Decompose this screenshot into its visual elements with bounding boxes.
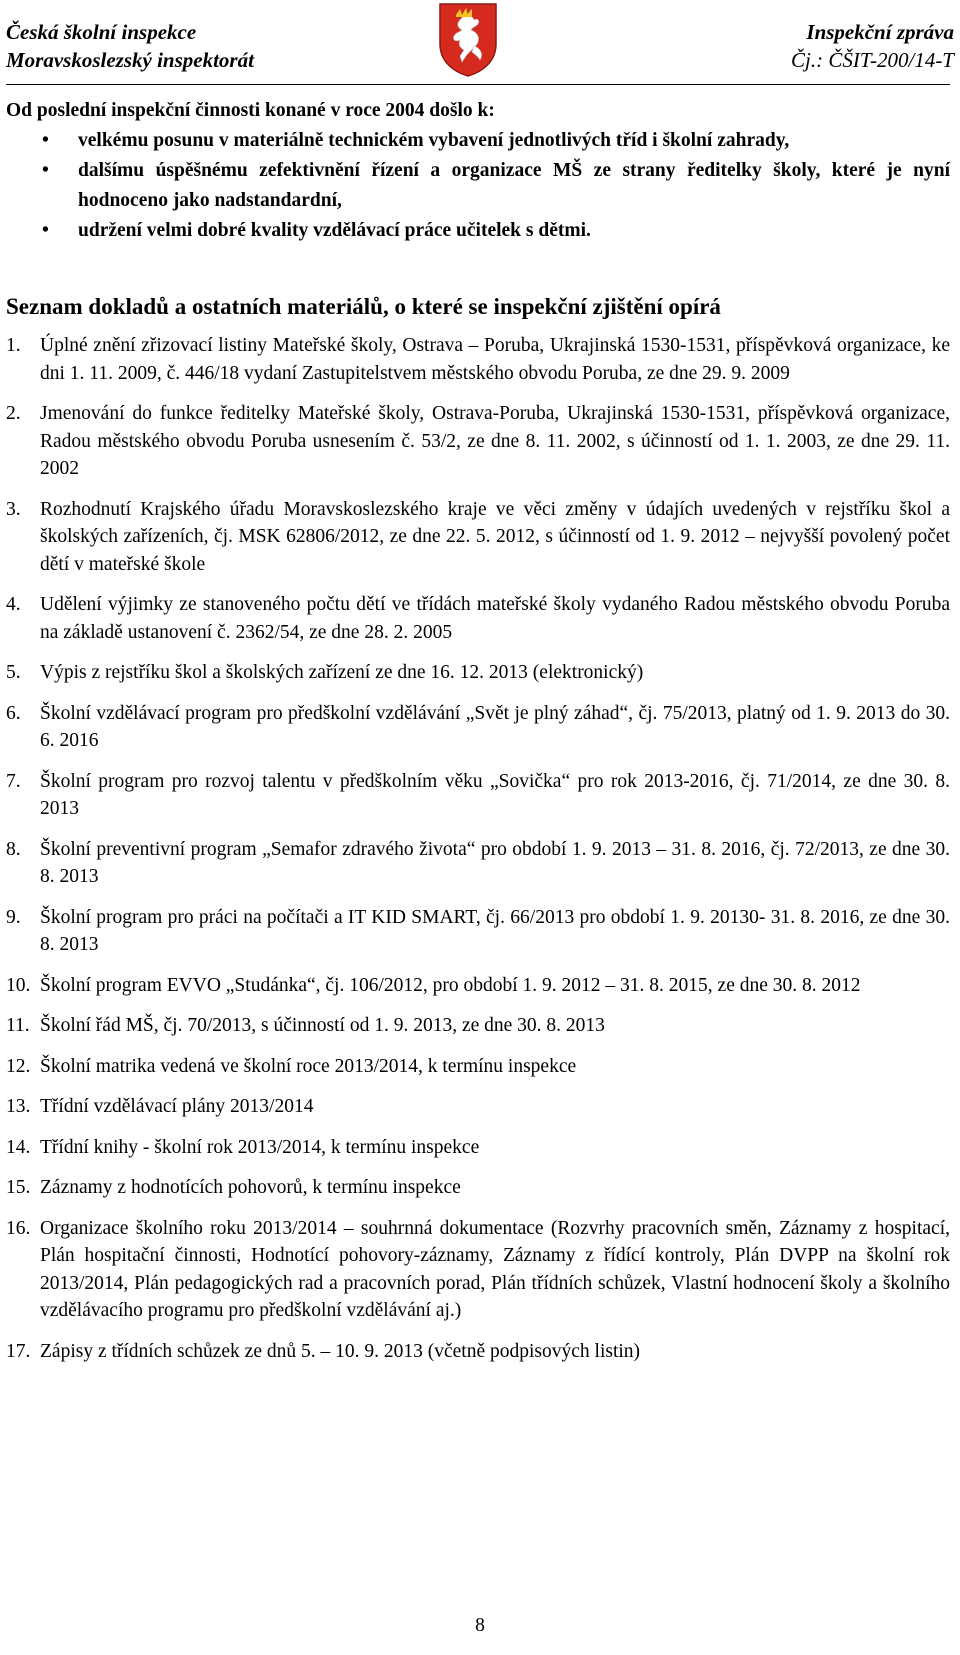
list-item — [6, 496, 950, 579]
bullet-item — [6, 216, 950, 246]
item-number: 1. — [6, 335, 21, 356]
list-item — [6, 904, 950, 959]
item-text: Školní preventivní program „Semafor zdravého života“ pro období 1. 9. 2013 – 31. 8. 2016, čj. 72/2013, ze dne 30. 8. 2013 — [40, 838, 950, 887]
intro-bullet-list — [6, 126, 950, 246]
bullet-item — [6, 126, 950, 156]
document-type: Inspekční zpráva — [806, 20, 954, 44]
item-number: 8. — [6, 838, 21, 860]
item-number: 9. — [6, 906, 21, 928]
inspectorate-name: Moravskoslezský inspektorát — [6, 48, 254, 72]
czech-coat-of-arms-icon — [436, 0, 500, 78]
item-text: Školní program pro práci na počítači a IT KID SMART, čj. 66/2013 pro období 1. 9. 20130- 31. 8. 2016, ze dne 30. 8. 2013 — [40, 906, 950, 955]
item-text: Jmenování do funkce ředitelky Mateřské školy, Ostrava-Poruba, Ukrajinská 1530-1531, příspěvková organizace, Radou městského obvodu Poruba usnesením č. 53/2, ze dne 8. 11. 2002, s účinností od 1. 1. 2003, ze dne 29. 11. 2002 — [40, 403, 950, 479]
list-item — [6, 1093, 950, 1121]
item-number: 3. — [6, 498, 21, 520]
list-item — [6, 700, 950, 755]
item-number: 11. — [6, 1015, 30, 1036]
item-number: 5. — [6, 662, 21, 683]
list-item — [6, 1215, 950, 1325]
item-number: 4. — [6, 594, 21, 615]
list-item — [6, 1012, 950, 1040]
list-item — [6, 768, 950, 823]
list-item — [6, 591, 950, 646]
bullet-icon: • — [42, 160, 49, 181]
bullet-icon: • — [42, 130, 49, 151]
list-item — [6, 659, 950, 687]
page-header — [0, 0, 960, 86]
header-left — [6, 18, 254, 74]
item-number: 7. — [6, 770, 21, 792]
item-number: 10. — [6, 974, 31, 996]
bullet-icon: • — [42, 220, 49, 241]
item-number: 2. — [6, 403, 21, 424]
page-content — [6, 96, 950, 1378]
item-text: Školní řád MŠ, čj. 70/2013, s účinností od 1. 9. 2013, ze dne 30. 8. 2013 — [40, 1015, 605, 1036]
item-text: Třídní vzdělávací plány 2013/2014 — [40, 1096, 314, 1117]
list-item — [6, 400, 950, 483]
item-number: 12. — [6, 1055, 31, 1077]
item-text: Školní vzdělávací program pro předškolní vzdělávání „Svět je plný záhad“, čj. 75/2013, platný od 1. 9. 2013 do 30. 6. 2016 — [40, 702, 950, 751]
item-number: 13. — [6, 1096, 31, 1117]
item-text: Úplné znění zřizovací listiny Mateřské školy, Ostrava – Poruba, Ukrajinská 1530-1531, příspěvková organizace, ke dni 1. 11. 2009, č. 446/18 vydaní Zastupitelstvem městského obvodu Poruba, ze dne 29. 9. 2009 — [40, 335, 950, 384]
item-number: 14. — [6, 1136, 31, 1158]
item-number: 6. — [6, 702, 21, 724]
reference-number: Čj.: ČŠIT-200/14-T — [791, 48, 954, 72]
list-item — [6, 1053, 950, 1081]
header-divider — [6, 84, 950, 85]
list-item — [6, 836, 950, 891]
list-item — [6, 1134, 950, 1162]
item-text: Výpis z rejstříku škol a školských zařízení ze dne 16. 12. 2013 (elektronický) — [40, 662, 644, 683]
item-number: 17. — [6, 1340, 31, 1362]
item-text: Třídní knihy - školní rok 2013/2014, k termínu inspekce — [40, 1136, 480, 1158]
item-text: Udělení výjimky ze stanoveného počtu dětí ve třídách mateřské školy vydaného Radou městského obvodu Poruba na základě ustanovení č. 2362/54, ze dne 28. 2. 2005 — [40, 594, 950, 643]
intro-heading: Od poslední inspekční činnosti konané v roce 2004 došlo k: — [6, 100, 495, 121]
header-right — [791, 18, 954, 74]
bullet-text: dalšímu úspěšnému zefektivnění řízení a organizace MŠ ze strany ředitelky školy, které je nyní hodnoceno jako nadstandardní, — [78, 160, 950, 211]
item-text: Školní program EVVO „Studánka“, čj. 106/2012, pro období 1. 9. 2012 – 31. 8. 2015, ze dne 30. 8. 2012 — [40, 974, 861, 996]
item-text: Organizace školního roku 2013/2014 – souhrnná dokumentace (Rozvrhy pracovních směn, Záznamy z hospitací, Plán hospitační činnosti, Hodnotící pohovory-záznamy, Záznamy z řídící kontroly, Plán DVPP na školní rok 2013/2014, Plán pedagogických rad a pracovních porad, Plán třídních schůzek, Vlastní hodnocení školy a školního vzdělávacího programu pro předškolní vzdělávání aj.) — [40, 1217, 950, 1321]
list-item — [6, 1174, 950, 1202]
list-item — [6, 332, 950, 387]
item-text: Školní program pro rozvoj talentu v předškolním věku „Sovička“ pro rok 2013-2016, čj. 71/2014, ze dne 30. 8. 2013 — [40, 770, 950, 819]
section-title: Seznam dokladů a ostatních materiálů, o které se inspekční zjištění opírá — [6, 294, 721, 319]
item-text: Zápisy z třídních schůzek ze dnů 5. – 10. 9. 2013 (včetně podpisových listin) — [40, 1340, 641, 1362]
item-text: Rozhodnutí Krajského úřadu Moravskoslezského kraje ve věci změny v údajích uvedených v rejstříku škol a školských zařízeních, čj. MSK 62806/2012, ze dne 22. 5. 2012, s účinností od 1. 9. 2012 – nejvyšší povolený počet dětí v mateřské škole — [40, 498, 950, 575]
list-item — [6, 972, 950, 1000]
documents-list — [6, 332, 950, 1365]
item-number: 16. — [6, 1217, 31, 1239]
bullet-item — [6, 156, 950, 216]
item-number: 15. — [6, 1177, 31, 1198]
bullet-text: udržení velmi dobré kvality vzdělávací práce učitelek s dětmi. — [78, 220, 591, 241]
page-number: 8 — [475, 1615, 485, 1636]
item-text: Školní matrika vedená ve školní roce 2013/2014, k termínu inspekce — [40, 1055, 577, 1077]
bullet-text: velkému posunu v materiálně technickém vybavení jednotlivých tříd i školní zahrady, — [78, 130, 790, 151]
item-text: Záznamy z hodnotících pohovorů, k termínu inspekce — [40, 1177, 461, 1198]
institution-name: Česká školní inspekce — [6, 20, 197, 44]
list-item — [6, 1338, 950, 1366]
